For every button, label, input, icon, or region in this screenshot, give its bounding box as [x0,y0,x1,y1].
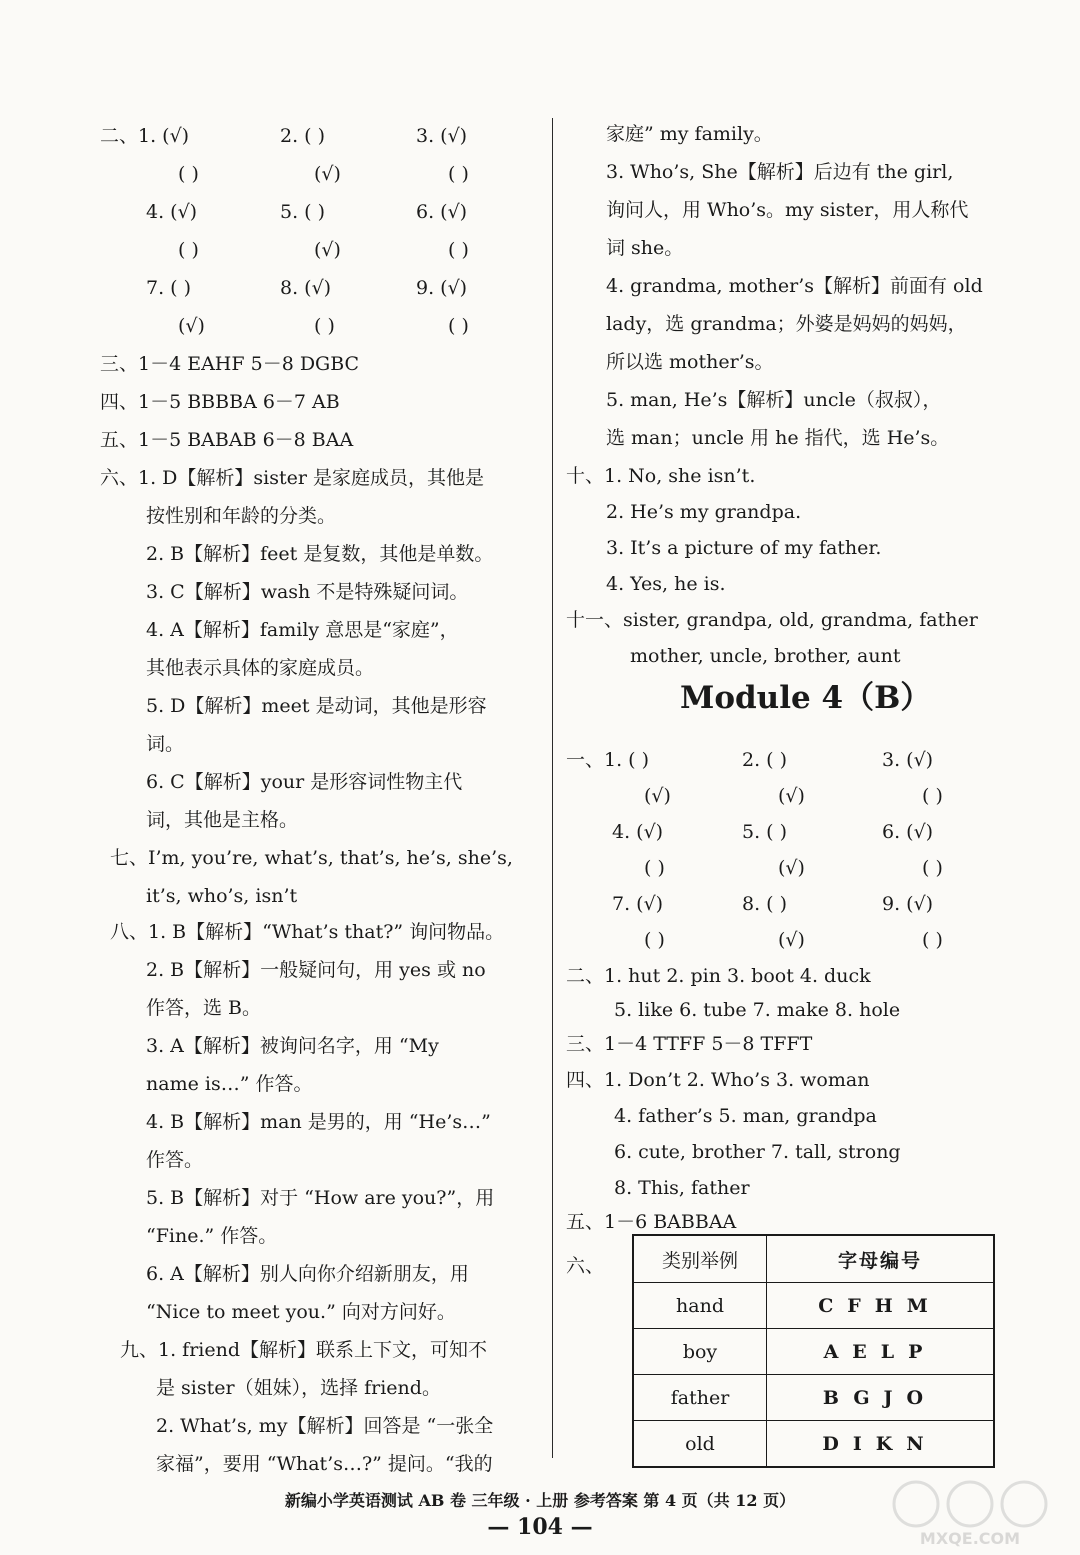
answer-item: 2. ( ) [280,125,326,147]
answer-item: 4. (√) [612,821,664,843]
answer-item: (√) [178,315,205,337]
table-cell: father [633,1375,767,1421]
answer-item: 7. ( ) [146,277,192,299]
answer-item: ( ) [448,239,469,261]
answer-line: 选 man；uncle 用 he 指代，选 He’s。 [606,427,950,449]
answer-line: “Fine.” 作答。 [146,1225,278,1247]
answer-item: ( ) [314,315,335,337]
answer-line: 其他表示具体的家庭成员。 [146,657,375,679]
table-row [633,1329,994,1375]
answer-line: 3. C【解析】wash 不是特殊疑问词。 [146,581,469,603]
answer-item: 4. (√) [146,201,198,223]
answer-line: 询问人，用 Who’s。my sister，用人称代 [606,199,969,221]
answer-item: 9. (√) [416,277,468,299]
answer-line: 所以选 mother’s。 [606,351,774,373]
answer-line: 5. like 6. tube 7. make 8. hole [614,999,901,1021]
answer-line: 家庭” my family。 [606,123,773,145]
answer-line: 6. C【解析】your 是形容词性物主代 [146,771,463,793]
table-cell: BGJO [767,1375,995,1421]
answer-item: 二、1. (√) [100,125,190,147]
answer-line: mother, uncle, brother, aunt [630,645,901,667]
table-header: 类别举例 [633,1235,767,1283]
answer-line: 四、1. Don’t 2. Who’s 3. woman [566,1069,870,1091]
table-cell: hand [633,1283,767,1329]
answer-line: 作答。 [146,1149,204,1171]
answer-line: 家福”，要用 “What’s…?” 提问。“我的 [156,1453,493,1475]
table-row [633,1283,994,1329]
answer-item: 9. (√) [882,893,934,915]
page-footer: 新编小学英语测试 AB 卷 三年级 · 上册 参考答案 第 4 页（共 12 页） [284,1491,796,1510]
answer-item: (√) [314,239,341,261]
answer-line: 8. This, father [614,1177,750,1199]
watermark-logo [886,1478,1054,1548]
table-row [633,1375,994,1421]
answer-item: (√) [644,785,671,807]
answer-item: ( ) [178,163,199,185]
answer-line: 六、 [566,1255,605,1277]
answer-line: 6. cute, brother 7. tall, strong [614,1141,901,1163]
answer-line: 三、1－4 EAHF 5－8 DGBC [100,353,360,375]
answer-line: 词。 [146,733,185,755]
module-title: Module 4（B） [680,680,932,716]
answer-line: 4. Yes, he is. [606,573,726,595]
answer-line: 作答，选 B。 [146,997,262,1019]
answer-line: 按性别和年龄的分类。 [146,505,337,527]
answer-line: 2. B【解析】feet 是复数，其他是单数。 [146,543,494,565]
answer-line: 4. B【解析】man 是男的，用 “He’s…” [146,1111,491,1133]
answer-line: 2. He’s my grandpa. [606,501,802,523]
answer-line: 2. What’s, my【解析】回答是 “一张全 [156,1415,494,1437]
table-cell: boy [633,1329,767,1375]
answer-line: 5. B【解析】对于 “How are you?”，用 [146,1187,495,1209]
answer-line: 3. It’s a picture of my father. [606,537,882,559]
answer-line: 6. A【解析】别人向你介绍新朋友，用 [146,1263,469,1285]
answer-item: 一、1. ( ) [566,749,650,771]
answer-line: 4. A【解析】family 意思是“家庭”， [146,619,459,641]
answer-line: name is…” 作答。 [146,1073,313,1095]
answer-item: 6. (√) [416,201,468,223]
answer-item: 3. (√) [416,125,468,147]
watermark-text: MXQE.COM [919,1529,1021,1548]
answer-line: 九、1. friend【解析】联系上下文，可知不 [120,1339,488,1361]
answer-line: 词 she。 [606,237,684,259]
answer-line: 3. Who’s, She【解析】后边有 the girl, [606,161,954,183]
table-cell: AELP [767,1329,995,1375]
answer-item: ( ) [644,929,665,951]
answer-line: 是 sister（姐妹），选择 friend。 [156,1377,441,1399]
table-cell: DIKN [767,1421,995,1468]
answer-line: 十、1. No, she isn’t. [566,465,756,487]
answer-line: 2. B【解析】一般疑问句，用 yes 或 no [146,959,486,981]
answer-line: lady，选 grandma；外婆是妈妈的妈妈， [606,313,967,335]
answer-line: 四、1－5 BBBBA 6－7 AB [100,391,340,413]
page-number: — 104 — [487,1514,593,1540]
answer-item: ( ) [922,785,943,807]
answer-line: 3. A【解析】被询问名字，用 “My [146,1035,439,1057]
table-header-row [633,1235,994,1283]
answer-line: “Nice to meet you.” 向对方问好。 [146,1301,456,1323]
answer-item: ( ) [448,315,469,337]
answer-line: 六、1. D【解析】sister 是家庭成员，其他是 [100,467,484,489]
table-cell: CFHM [767,1283,995,1329]
answer-item: (√) [778,857,805,879]
answer-item: (√) [778,929,805,951]
answer-line: 八、1. B【解析】“What’s that?” 询问物品。 [110,921,505,943]
answer-line: 七、I’m, you’re, what’s, that’s, he’s, she’s, [110,847,513,869]
answer-item: 5. ( ) [742,821,788,843]
answer-line: it’s, who’s, isn’t [146,885,298,907]
category-table [632,1234,995,1468]
answer-line: 二、1. hut 2. pin 3. boot 4. duck [566,965,871,987]
answer-line: 4. father’s 5. man, grandpa [614,1105,877,1127]
answer-line: 五、1－6 BABBAA [566,1211,737,1233]
answer-line: 5. man, He’s【解析】uncle（叔叔）， [606,389,942,411]
answer-item: ( ) [178,239,199,261]
answer-item: (√) [314,163,341,185]
answer-item: 8. (√) [280,277,332,299]
answer-line: 三、1－4 TTFF 5－8 TFFT [566,1033,813,1055]
answer-line: 4. grandma, mother’s【解析】前面有 old [606,275,983,297]
answer-item: 5. ( ) [280,201,326,223]
answer-item: ( ) [922,929,943,951]
answer-item: 2. ( ) [742,749,788,771]
table-cell: old [633,1421,767,1468]
answer-item: 3. (√) [882,749,934,771]
answer-item: 7. (√) [612,893,664,915]
answer-line: 五、1－5 BABAB 6－8 BAA [100,429,354,451]
answer-item: (√) [778,785,805,807]
answer-line: 5. D【解析】meet 是动词，其他是形容 [146,695,487,717]
column-divider [552,118,553,1458]
answer-item: 6. (√) [882,821,934,843]
answer-item: 8. ( ) [742,893,788,915]
answer-line: 十一、sister, grandpa, old, grandma, father [566,609,978,631]
table-row [633,1421,994,1468]
table-header: 字母编号 [767,1235,995,1283]
answer-item: ( ) [644,857,665,879]
answer-item: ( ) [448,163,469,185]
answer-item: ( ) [922,857,943,879]
answer-line: 词，其他是主格。 [146,809,299,831]
